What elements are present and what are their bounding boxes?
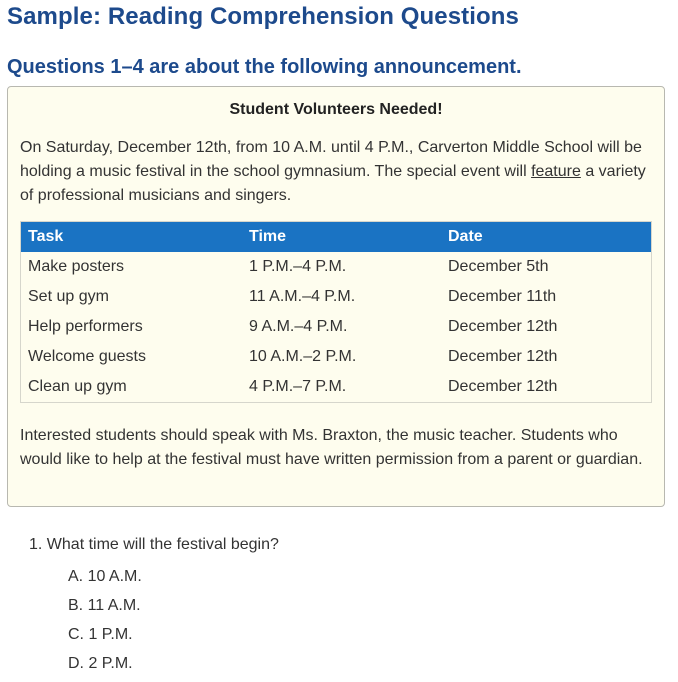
- cell-time: 4 P.M.–7 P.M.: [249, 378, 347, 395]
- page-title: Sample: Reading Comprehension Questions: [7, 3, 519, 30]
- cell-task: Make posters: [28, 258, 125, 275]
- answer-option-d: D. 2 P.M.: [68, 655, 133, 672]
- announcement-intro-paragraph: [20, 136, 660, 208]
- table-header-row: [21, 222, 652, 253]
- header-time: Time: [242, 222, 441, 253]
- intro-text-after: a variety of professional musicians and singers.: [20, 163, 646, 204]
- cell-task: Welcome guests: [28, 348, 146, 365]
- cell-date: December 5th: [448, 258, 549, 275]
- answer-option-b: B. 11 A.M.: [68, 597, 141, 614]
- announcement-closing-paragraph: Interested students should speak with Ms. Braxton, the music teacher. Students who would like to help at the festival must have written permission from a parent or guardian.: [20, 427, 643, 468]
- table-row: [21, 342, 652, 372]
- answer-option-a: A. 10 A.M.: [68, 568, 142, 585]
- cell-task: Clean up gym: [28, 378, 127, 395]
- announcement-box: [7, 86, 665, 507]
- cell-date: December 12th: [448, 348, 558, 365]
- answer-options: [68, 566, 142, 682]
- intro-text-before: On Saturday, December 12th, from 10 A.M. until 4 P.M., Carverton Middle School will be holding a music festival in the school gymnasium. The special event will: [20, 139, 642, 180]
- cell-date: December 12th: [448, 378, 558, 395]
- cell-task: Help performers: [28, 318, 143, 335]
- cell-date: December 12th: [448, 318, 558, 335]
- cell-time: 10 A.M.–2 P.M.: [249, 348, 357, 365]
- table-row: [21, 372, 652, 403]
- table-row: [21, 282, 652, 312]
- cell-task: Set up gym: [28, 288, 109, 305]
- table-row: [21, 312, 652, 342]
- cell-time: 9 A.M.–4 P.M.: [249, 318, 348, 335]
- section-subheading: Questions 1–4 are about the following announcement.: [7, 56, 522, 78]
- question-1-text: 1. What time will the festival begin?: [29, 536, 279, 553]
- cell-time: 1 P.M.–4 P.M.: [249, 258, 347, 275]
- header-task: Task: [21, 222, 243, 253]
- answer-option-c: C. 1 P.M.: [68, 626, 133, 643]
- vocab-word-feature: feature: [531, 163, 581, 180]
- table-row: [21, 252, 652, 282]
- cell-date: December 11th: [448, 288, 557, 305]
- announcement-title: Student Volunteers Needed!: [229, 101, 443, 118]
- volunteer-schedule-table: [20, 221, 652, 403]
- header-date: Date: [441, 222, 652, 253]
- cell-time: 11 A.M.–4 P.M.: [249, 288, 356, 305]
